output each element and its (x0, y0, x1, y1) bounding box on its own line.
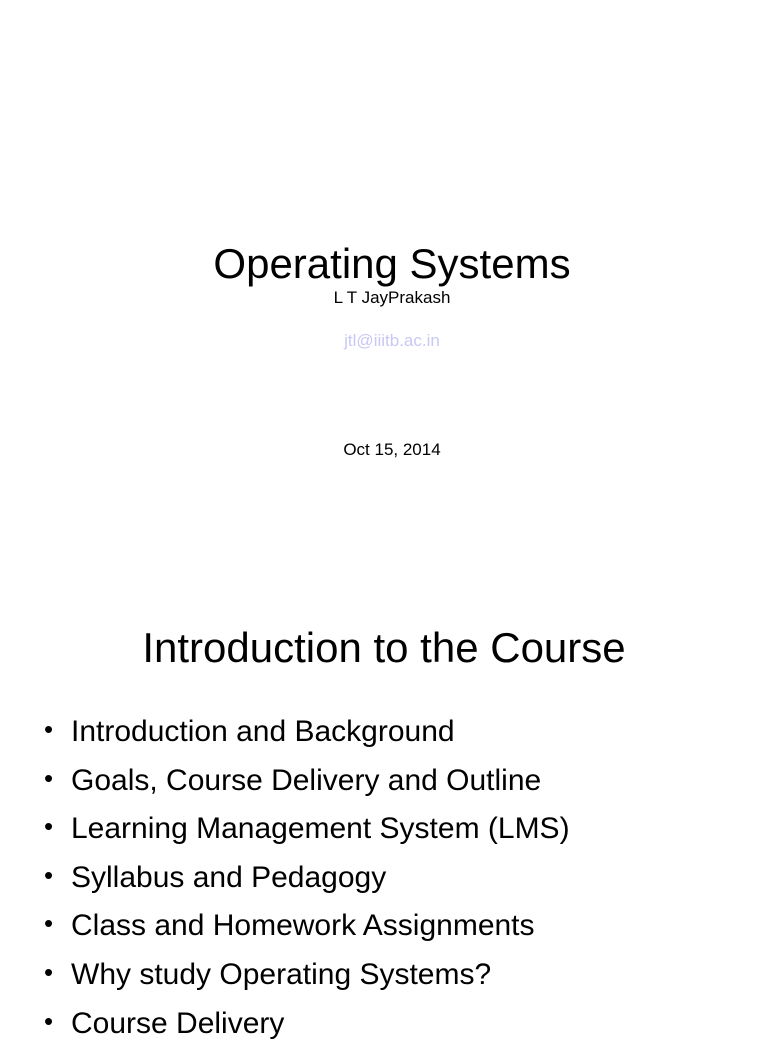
author-email-link[interactable]: jtl@iiitb.ac.in (344, 331, 440, 350)
bullet-icon: • (44, 1005, 54, 1036)
list-item-text: Syllabus and Pedagogy (71, 860, 387, 894)
list-item-text: Learning Management System (LMS) (71, 812, 570, 846)
presentation-title: Operating Systems (213, 240, 571, 287)
intro-slide (0, 576, 768, 1040)
bullet-icon: • (44, 714, 54, 744)
list-item-text: Why study Operating Systems? (71, 957, 492, 991)
bullet-icon: • (44, 859, 54, 890)
bullet-icon: • (44, 762, 54, 793)
author-name: L T JayPrakash (333, 288, 451, 307)
bullet-icon: • (44, 956, 54, 987)
bullet-icon: • (44, 811, 54, 842)
list-item-text: Introduction and Background (71, 715, 455, 748)
list-item-text: Class and Homework Assignments (71, 909, 535, 943)
presentation-date: Oct 15, 2014 (343, 440, 441, 459)
list-item-text: Goals, Course Delivery and Outline (71, 763, 542, 797)
list-item-text: Course Delivery (71, 1006, 285, 1040)
bullet-icon: • (44, 908, 54, 939)
intro-slide-title: Introduction to the Course (142, 624, 626, 671)
